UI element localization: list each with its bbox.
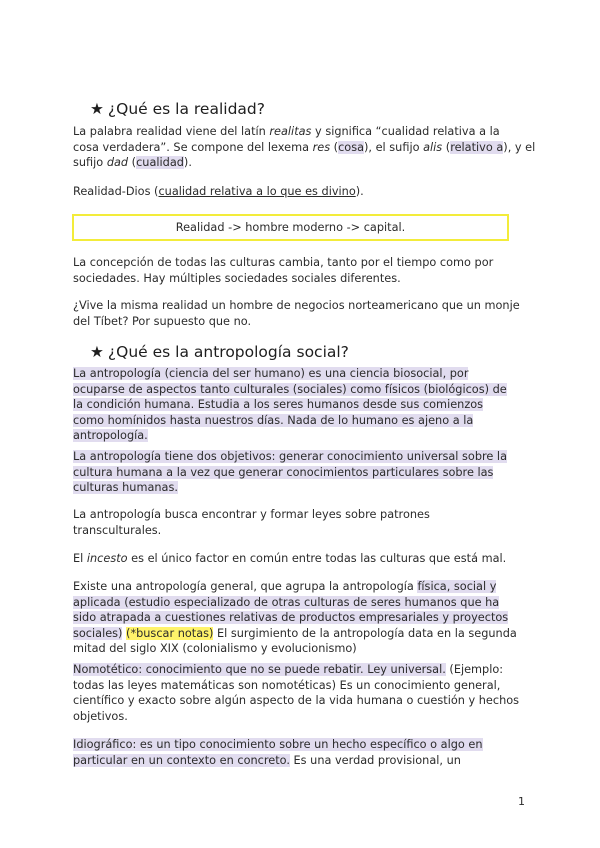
paragraph-nomotetico: Nomotético: conocimiento que no se puede rebatir. Ley universal. (Ejemplo: todas las leyes matemáticas son nomotéticas) Es un conocimiento general, científico y exacto sobre algún aspecto de la vida humana o cuestión y hechos objetivos. [73, 663, 520, 723]
paragraph-objetivos: La antropología tiene dos objetivos: generar conocimiento universal sobre la cultura humana a la vez que generar conocimientos particulares sobre las culturas humanas. [73, 450, 507, 494]
paragraph-question: ¿Vive la misma realidad un hombre de negocios norteamericano que un monje del Tíbet? Por supuesto que no. [73, 299, 520, 328]
text-line: cosa verdadera”. Se compone del lexema res (cosa), el sufijo alis (relativo a), y el [73, 140, 536, 154]
heading-antropologia [90, 343, 349, 361]
paragraph-idiografico: Idiográfico: es un tipo conocimiento sobre un hecho específico o algo en particular en un contexto en concreto. Es una verdad provisional, un [73, 738, 483, 767]
heading-realidad [90, 100, 265, 118]
paragraph-antropologia-general: Existe una antropología general, que agrupa la antropología física, social y aplicada (estudio especializado de otras culturas de seres humanos que ha sido atrapada a cuestiones relativas de productos empresariales y proyectos sociales) (*buscar notas) El surgimiento de la antropología data en la segunda mitad del siglo XIX (colonialismo y evolucionismo) [73, 580, 517, 655]
paragraph-etymology [73, 124, 543, 171]
paragraph-incesto: El incesto es el único factor en común entre todas las culturas que está mal. [73, 552, 507, 565]
paragraph-concepcion: La concepción de todas las culturas cambia, tanto por el tiempo como por sociedades. Hay múltiples sociedades sociales diferentes. [73, 256, 494, 285]
paragraph-antropologia-def: La antropología (ciencia del ser humano) es una ciencia biosocial, por ocuparse de aspectos tanto culturales (sociales) como físicos (biológicos) de la condición humana. Estudia a los seres humanos desde sus comienzos como homínidos hasta nuestros días. Nada de lo humano es ajeno a la antropología. [73, 367, 507, 442]
paragraph-leyes: La antropología busca encontrar y formar leyes sobre patrones transculturales. [73, 508, 430, 537]
heading-text: ¿Qué es la realidad? [107, 100, 265, 118]
star-icon: ★ [90, 100, 104, 118]
page-number: 1 [518, 795, 525, 808]
paragraph-realidad-dios: Realidad-Dios (cualidad relativa a lo que es divino). [73, 185, 364, 198]
heading-text: ¿Qué es la antropología social? [107, 343, 349, 361]
text-line: sufijo dad (cualidad). [73, 156, 192, 169]
note-highlight: (*buscar notas) [126, 626, 214, 640]
highlight-box: Realidad -> hombre moderno -> capital. [72, 214, 509, 241]
star-icon: ★ [90, 343, 104, 361]
text-line: La palabra realidad viene del latín realitas y significa “cualidad relativa a la [73, 125, 500, 138]
